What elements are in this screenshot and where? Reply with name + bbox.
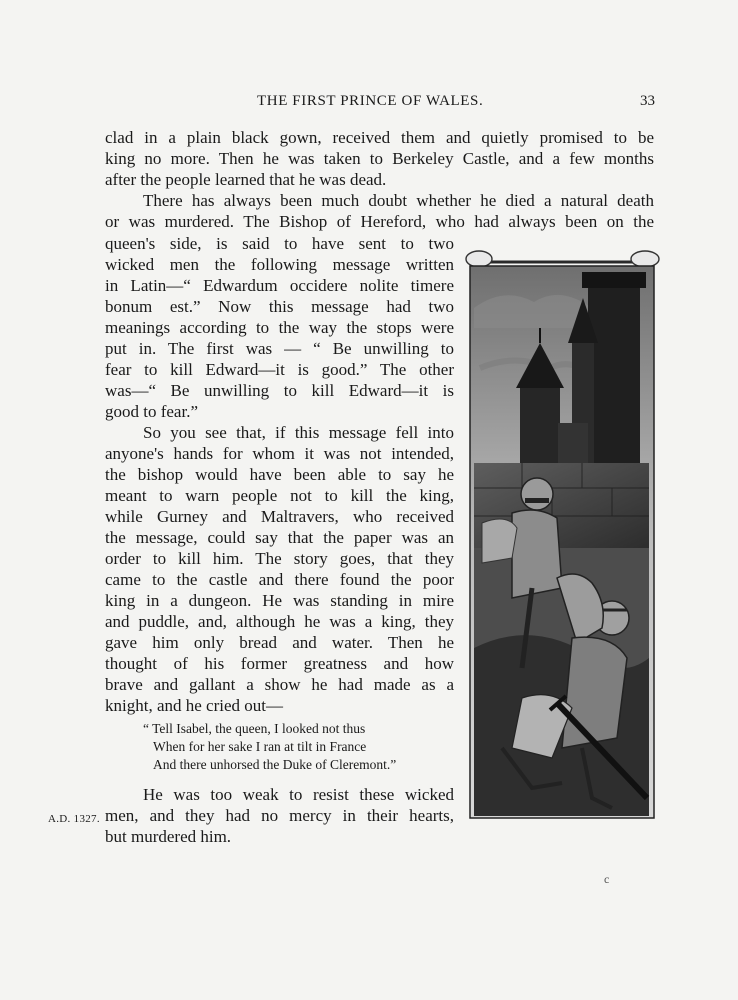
text-line: brave and gallant a show he had made as a bbox=[105, 675, 454, 694]
text-line: knight, and he cried out— bbox=[105, 696, 283, 715]
running-title: THE FIRST PRINCE OF WALES. bbox=[257, 93, 484, 109]
text-line: but murdered him. bbox=[105, 827, 232, 846]
text-line: the message, could say that the paper was an bbox=[105, 528, 454, 547]
text-line: He was too weak to resist these wicked bbox=[143, 785, 454, 804]
text-line: was—“ Be unwilling to kill Edward—it is bbox=[105, 381, 454, 400]
stray-mark: c bbox=[604, 872, 610, 886]
text-line: queen's side, is said to have sent to two bbox=[105, 234, 454, 253]
text-line: the bishop would have been able to say he bbox=[105, 465, 454, 484]
page-number: 33 bbox=[640, 93, 655, 109]
text-line: king no more. Then he was taken to Berkeley Castle, and a few months bbox=[105, 149, 654, 168]
text-line: meanings according to the way the stops were bbox=[105, 318, 454, 337]
text-line: So you see that, if this message fell into bbox=[143, 423, 454, 442]
text-line: fear to kill Edward—it is good.” The other bbox=[105, 360, 454, 379]
text-line: while Gurney and Maltravers, who received bbox=[105, 507, 454, 526]
text-line: thought of his former greatness and how bbox=[105, 654, 454, 673]
text-line: clad in a plain black gown, received them and quietly promised to be bbox=[105, 128, 654, 147]
text-line: king in a dungeon. He was standing in mire bbox=[105, 591, 454, 610]
text-line: bonum est.” Now this message had two bbox=[105, 297, 454, 316]
margin-date-note: A.D. 1327. bbox=[48, 813, 100, 825]
knights-castle-illustration bbox=[462, 248, 662, 833]
text-line: There has always been much doubt whether he died a natural death bbox=[143, 191, 654, 210]
text-line: men, and they had no mercy in their hearts, bbox=[105, 806, 454, 825]
text-line: gave him only bread and water. Then he bbox=[105, 633, 454, 652]
text-line: good to fear.” bbox=[105, 402, 198, 421]
verse-line: When for her sake I ran at tilt in France bbox=[153, 739, 367, 754]
running-header bbox=[0, 93, 738, 115]
text-line: or was murdered. The Bishop of Hereford, who had always been on the bbox=[105, 212, 654, 231]
text-line: put in. The first was — “ Be unwilling to bbox=[105, 339, 454, 358]
text-line: after the people learned that he was dead. bbox=[105, 170, 387, 189]
text-line: in Latin—“ Edwardum occidere nolite timere bbox=[105, 276, 454, 295]
text-line: meant to warn people not to kill the king, bbox=[105, 486, 454, 505]
scroll-rod bbox=[466, 251, 659, 267]
text-line: order to kill him. The story goes, that they bbox=[105, 549, 454, 568]
verse-line: “ Tell Isabel, the queen, I looked not thus bbox=[143, 721, 366, 736]
text-line: came to the castle and there found the poor bbox=[105, 570, 454, 589]
text-line: wicked men the following message written bbox=[105, 255, 454, 274]
verse-line: And there unhorsed the Duke of Cleremont.” bbox=[153, 757, 397, 772]
text-line: and puddle, and, although he was a king, they bbox=[105, 612, 454, 631]
text-line: anyone's hands for whom it was not intended, bbox=[105, 444, 454, 463]
